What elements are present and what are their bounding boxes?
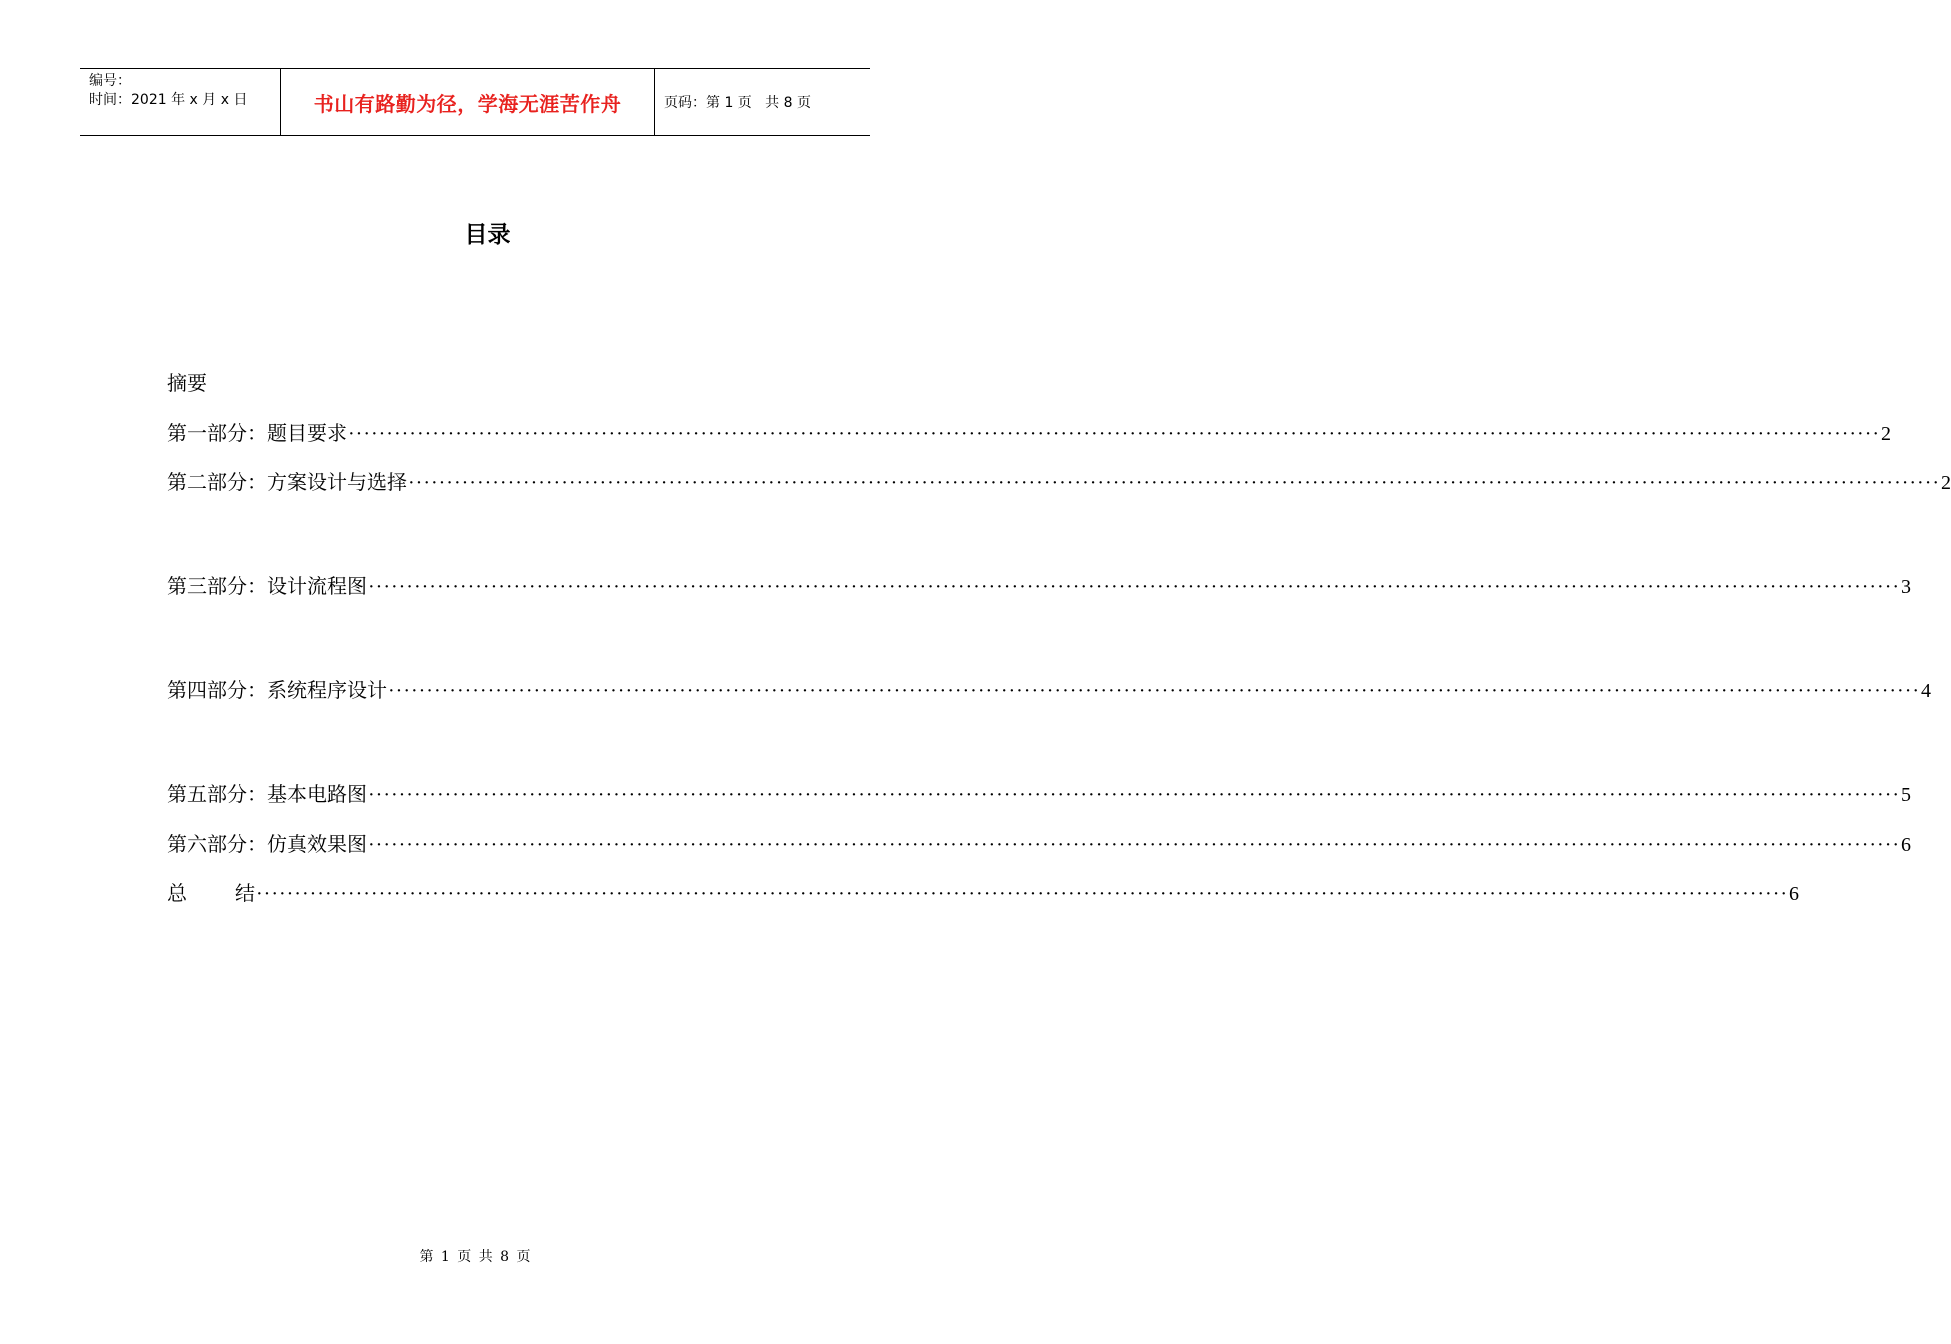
toc-entry-label: 第四部分：系统程序设计: [167, 678, 387, 702]
toc-leader-dots: ········································································································································································································: [256, 883, 1789, 905]
header-left-cell: [80, 69, 281, 135]
header-page-cell: [655, 69, 870, 135]
toc-entry-3[interactable]: [167, 573, 1912, 600]
page-header: [80, 68, 870, 136]
toc-abstract-label: 摘要: [167, 371, 207, 395]
time-label: 时间：2021 年 x 月 x 日: [89, 92, 248, 108]
toc-leader-dots: ········································································································································································································: [368, 576, 1901, 598]
toc-summary-char-2: 结: [235, 881, 255, 905]
header-motto-cell: [281, 69, 655, 135]
header-page-info: 页码：第 1 页 共 8 页: [664, 95, 811, 111]
toc-leader-dots: ········································································································································································································: [408, 472, 1941, 494]
toc-entry-page: 4: [1921, 680, 1932, 702]
toc-entry-page: 2: [1941, 472, 1951, 494]
toc-entry-5[interactable]: [167, 781, 1912, 808]
toc-summary-label: [167, 880, 255, 906]
toc-entry-label: 第六部分：仿真效果图: [167, 832, 367, 856]
toc-leader-dots: ········································································································································································································: [348, 423, 1881, 445]
page-title: 目录: [464, 222, 511, 248]
toc-summary-char-1: 总: [167, 881, 187, 905]
toc-entry-6[interactable]: [167, 831, 1912, 858]
toc-entry-summary[interactable]: [167, 880, 1800, 907]
toc-entry-page: 6: [1901, 834, 1912, 856]
toc-entry-label: 第三部分：设计流程图: [167, 574, 367, 598]
toc-entry-4[interactable]: [167, 677, 1932, 704]
toc-leader-dots: ········································································································································································································: [368, 834, 1901, 856]
toc-entry-2[interactable]: [167, 469, 1951, 496]
toc-abstract[interactable]: [167, 370, 758, 396]
toc-entry-label: 第一部分：题目要求: [167, 421, 347, 445]
toc-entry-page: 3: [1901, 576, 1912, 598]
toc-entry-label: 第二部分：方案设计与选择: [167, 470, 407, 494]
toc-entry-page: 2: [1881, 423, 1892, 445]
motto-text: 书山有路勤为径，学海无涯苦作舟: [313, 91, 622, 116]
toc-leader-dots: ········································································································································································································: [368, 784, 1901, 806]
toc-entry-page: 5: [1901, 784, 1912, 806]
toc-entry-1[interactable]: [167, 420, 1892, 447]
page-footer: 第 1 页 共 8 页: [419, 1249, 531, 1265]
toc-entry-label: 第五部分：基本电路图: [167, 782, 367, 806]
toc-leader-dots: ········································································································································································································: [388, 680, 1921, 702]
toc-entry-page: 6: [1789, 883, 1800, 905]
serial-label: 编号：: [89, 73, 131, 89]
